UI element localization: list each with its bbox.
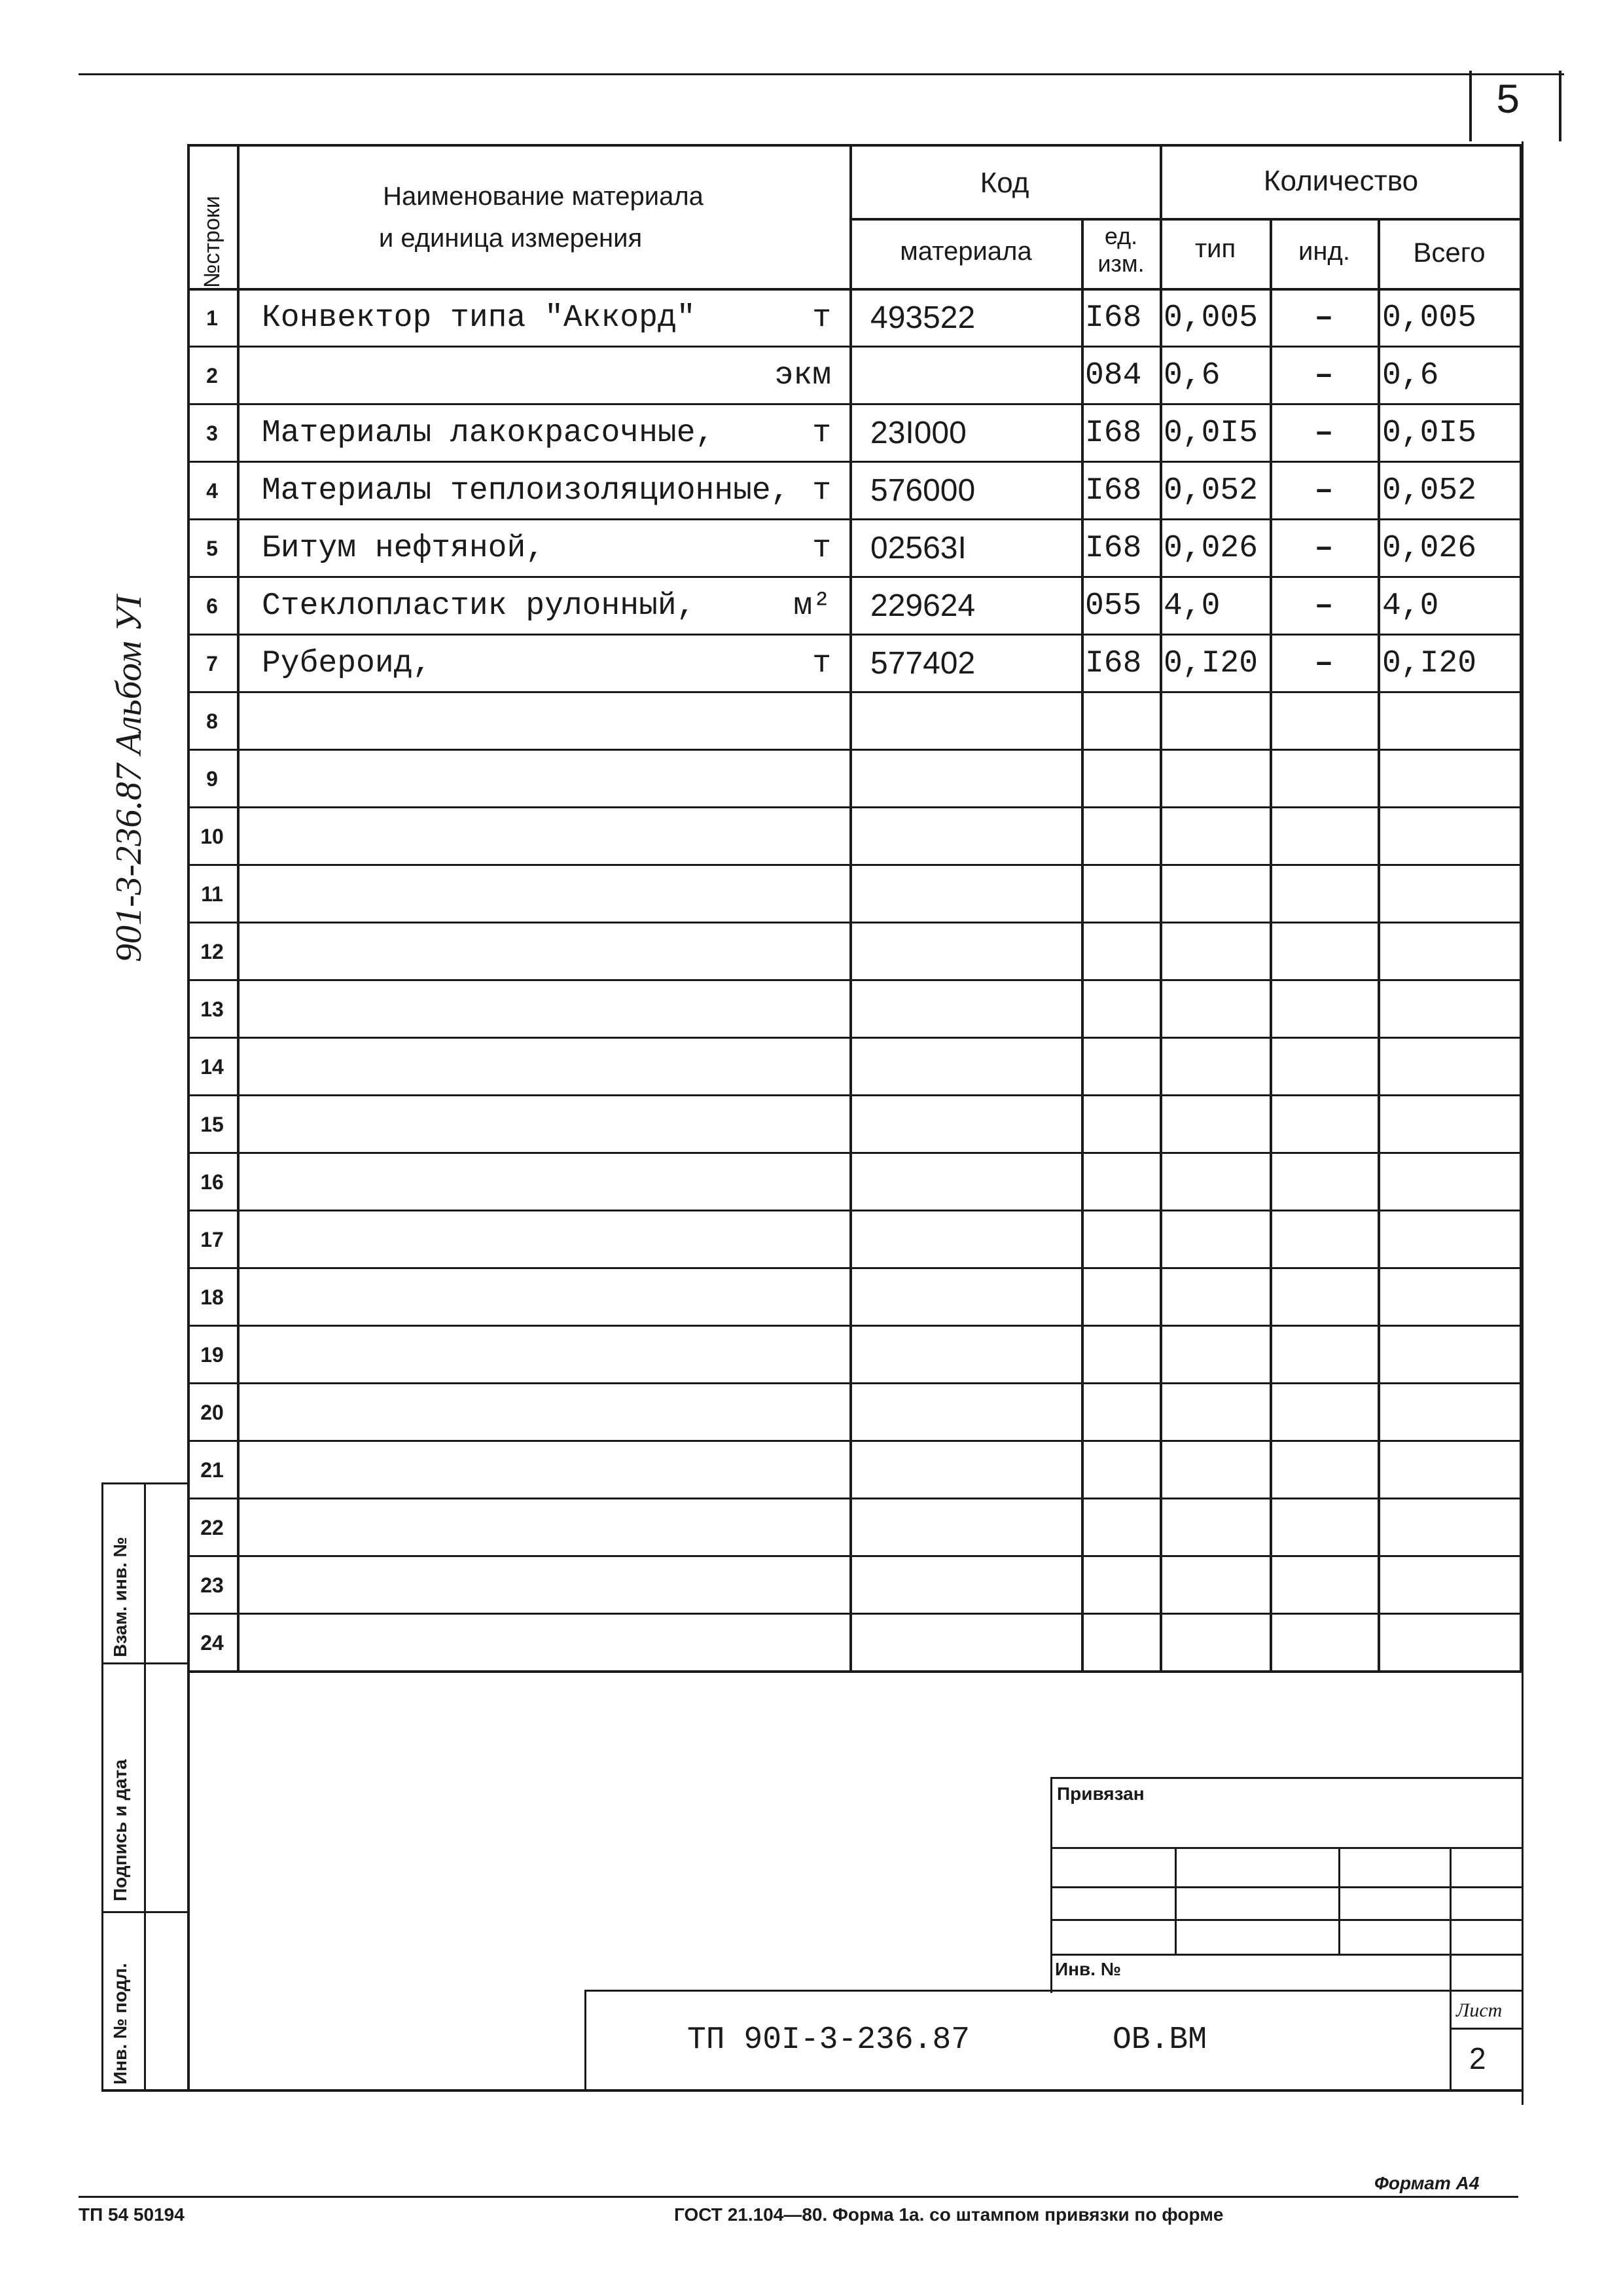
top-rule [79,73,1564,75]
row-divider [188,461,1522,463]
row-unit: м² [793,588,831,624]
row-code: 576000 [870,473,976,508]
col-code-left [849,144,852,1672]
header-qty-type: тип [1194,234,1236,263]
row-divider [188,1498,1522,1499]
row-qty-total: 0,6 [1382,358,1439,393]
row-unit: т [812,416,831,451]
table-bottom [188,1670,1524,1673]
row-divider [188,1440,1522,1442]
row-qty-type: 0,052 [1164,473,1258,509]
row-unit-code: 084 [1085,358,1142,393]
row-divider [188,1613,1522,1615]
row-divider [188,749,1522,751]
stamp-privyazan-top [1050,1777,1522,1779]
title-doc-suffix: ОВ.ВМ [1113,2022,1207,2058]
row-qty-total: 0,I20 [1382,646,1477,681]
title-doc-code: ТП 90I-3-236.87 [687,2022,971,2058]
row-number: 20 [200,1401,224,1424]
footer-left: ТП 54 50194 [79,2204,185,2225]
row-unit-code: I68 [1085,416,1142,451]
row-name: Рубероид, [262,646,432,681]
header-qty-ind: инд. [1298,237,1350,266]
row-unit: т [812,473,831,509]
side-stamp-mid [144,1482,146,2091]
footer-center: ГОСТ 21.104—80. Форма 1а. со штампом привязки по форме [674,2204,1224,2225]
row-code: 493522 [870,300,976,335]
row-qty-total: 0,026 [1382,531,1477,566]
row-divider [188,806,1522,808]
row-divider [188,691,1522,693]
header-quantity: Количество [1263,165,1419,197]
side-label: 901-3-236.87 Альбом УI [109,595,149,962]
row-unit: т [812,646,831,681]
row-number: 14 [200,1055,224,1079]
row-code: 23I000 [870,416,967,450]
page-number-box-left [1469,71,1472,141]
sheet-label-sep [1450,2028,1522,2030]
row-qty-ind: – [1314,473,1334,509]
stamp-inv-no-label: Инв. № [1055,1959,1122,1979]
row-divider [188,634,1522,636]
row-divider [188,1037,1522,1039]
row-divider [188,346,1522,348]
header-code-material: материала [900,237,1032,266]
row-divider [188,864,1522,866]
row-qty-type: 0,0I5 [1164,416,1258,451]
row-number: 11 [201,882,223,906]
row-divider [188,922,1522,924]
row-qty-type: 4,0 [1164,588,1221,624]
col-total-left [1378,218,1380,1672]
title-sheet-number: 2 [1469,2041,1486,2075]
side-stamp-sep2 [101,1911,188,1913]
col-total-right [1520,144,1522,1672]
col-name-left [237,144,240,1672]
title-sheet-label: Лист [1456,2000,1503,2021]
table-left [187,144,190,2091]
col-qty-left [1160,144,1162,1672]
header-code-unit-2: изм. [1097,250,1145,277]
side-stamp-vzam: Взам. инв. № [110,1537,130,1657]
row-number: 19 [200,1343,224,1367]
row-qty-ind: – [1314,646,1334,681]
row-number: 2 [206,364,218,387]
row-qty-type: 0,I20 [1164,646,1258,681]
stamp-grid-col2 [1338,1847,1340,1954]
row-code: 02563I [870,531,967,565]
row-unit: т [812,300,831,336]
header-code-unit-1: ед. [1104,223,1138,249]
stamp-privyazan-left [1050,1777,1052,1993]
row-qty-ind: – [1314,300,1334,336]
row-number: 5 [206,537,218,560]
row-unit: т [812,531,831,566]
row-unit-code: I68 [1085,646,1142,681]
side-stamp-bottom [101,2089,1524,2092]
row-qty-ind: – [1314,358,1334,393]
row-number: 7 [206,652,218,675]
stamp-grid-col3 [1450,1847,1452,2089]
header-qty-total: Всего [1413,237,1486,268]
row-number: 6 [206,594,218,618]
header-name-line1: Наименование материала [383,182,704,211]
row-divider [188,1267,1522,1269]
page-number: 5 [1495,79,1521,126]
row-qty-ind: – [1314,588,1334,624]
row-divider [188,1382,1522,1384]
header-row-no: №строки [200,196,224,288]
footer-format: Формат А4 [1374,2173,1480,2193]
row-divider [188,1210,1522,1211]
row-qty-type: 0,026 [1164,531,1258,566]
stamp-grid-col1 [1175,1847,1177,1954]
side-stamp-left [101,1482,103,2091]
header-bottom-rule [188,288,1522,291]
row-divider [188,518,1522,520]
row-divider [188,576,1522,578]
row-divider [188,979,1522,981]
row-number: 24 [200,1631,224,1655]
row-number: 8 [206,709,218,733]
row-number: 21 [200,1458,224,1482]
row-qty-ind: – [1314,416,1334,451]
row-divider [188,1325,1522,1327]
row-name: Материалы лакокрасочные, [262,416,715,451]
stamp-privyazan-label: Привязан [1057,1784,1145,1804]
row-qty-total: 4,0 [1382,588,1439,624]
row-qty-type: 0,6 [1164,358,1221,393]
row-code: 577402 [870,646,976,681]
row-code: 229624 [870,588,976,623]
row-qty-type: 0,005 [1164,300,1258,336]
row-name: Конвектор типа "Аккорд" [262,300,696,336]
row-unit: экм [774,358,831,393]
footer-rule [79,2196,1518,2198]
col-ind-left [1270,218,1272,1672]
row-number: 18 [200,1285,224,1309]
row-number: 9 [206,767,218,791]
row-number: 3 [206,422,218,445]
header-mid-rule [849,218,1522,221]
row-divider [188,403,1522,405]
row-number: 22 [200,1516,224,1539]
row-qty-total: 0,0I5 [1382,416,1477,451]
row-qty-total: 0,005 [1382,300,1477,336]
header-code: Код [980,167,1029,199]
table-top [188,144,1524,147]
row-unit-code: 055 [1085,588,1142,624]
side-stamp-podpis: Подпись и дата [110,1759,130,1901]
title-block-left [584,1990,586,2091]
col-ucode-left [1081,218,1084,1672]
side-stamp-inv-podl: Инв. № подл. [110,1963,130,2085]
row-number: 12 [200,940,224,963]
row-unit-code: I68 [1085,300,1142,336]
row-unit-code: I68 [1085,473,1142,509]
row-name: Стеклопластик рулонный, [262,588,696,624]
row-divider [188,1094,1522,1096]
row-number: 17 [200,1228,224,1251]
row-number: 23 [200,1573,224,1597]
header-name-line2: и единица измерения [378,224,643,253]
row-divider [188,1152,1522,1154]
row-number: 16 [200,1170,224,1194]
row-name: Битум нефтяной, [262,531,545,566]
row-qty-total: 0,052 [1382,473,1477,509]
row-qty-ind: – [1314,531,1334,566]
side-stamp-sep1 [101,1662,188,1664]
row-number: 10 [200,825,224,848]
row-unit-code: I68 [1085,531,1142,566]
row-number: 13 [200,997,224,1021]
row-number: 1 [206,306,218,330]
page-number-box-right [1559,71,1561,141]
row-divider [188,1555,1522,1557]
title-block-top [584,1990,1524,1992]
row-name: Материалы теплоизоляционные, [262,473,790,509]
row-number: 15 [200,1113,224,1136]
row-number: 4 [206,479,218,503]
